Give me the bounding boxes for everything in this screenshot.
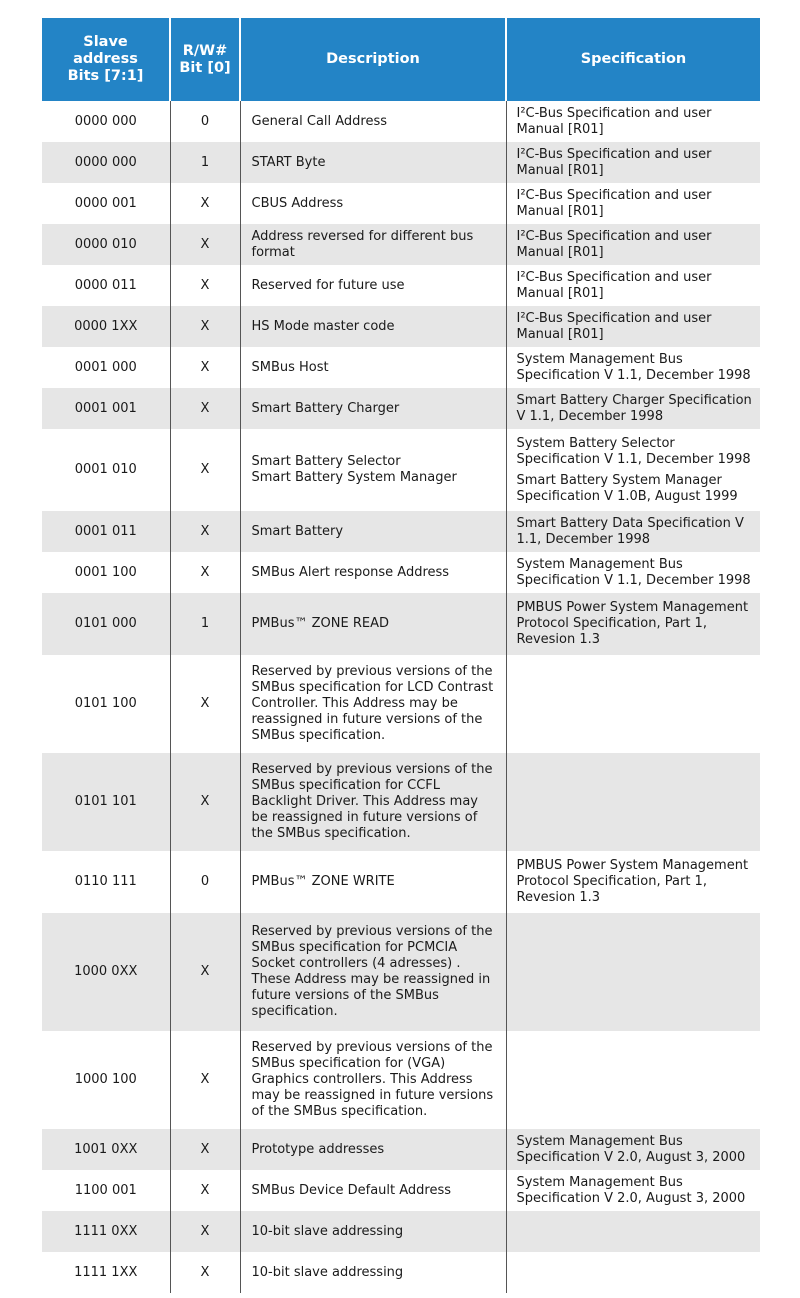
specification-cell	[506, 552, 760, 593]
table-row	[42, 655, 760, 753]
table-row	[42, 224, 760, 265]
specification-text: Smart Battery System Manager Specification V 1.0B, August 1999	[516, 472, 738, 504]
specification-cell	[506, 1211, 760, 1252]
table-row	[42, 1252, 760, 1293]
table-row	[42, 388, 760, 429]
specification-cell	[506, 429, 760, 511]
table-row	[42, 1129, 760, 1170]
slave-address-cell: 0000 011	[74, 277, 137, 293]
specification-text: System Management Bus Specification V 1.1, December 1998	[516, 556, 751, 588]
table-row	[42, 142, 760, 183]
rw-bit-cell: X	[170, 913, 240, 1031]
specification-cell	[506, 142, 760, 183]
rw-bit-cell: 0	[170, 851, 240, 913]
slave-address-cell: 0000 010	[42, 224, 170, 265]
specification-text: System Management Bus Specification V 2.0, August 3, 2000	[516, 1133, 746, 1165]
table-row	[42, 101, 760, 142]
rw-bit-cell: X	[170, 655, 240, 753]
specification-text: PMBUS Power System Management Protocol Specification, Part 1, Revesion 1.3	[516, 858, 749, 905]
description-cell: Reserved by previous versions of the SMBus specification for CCFL Backlight Driver. This Address may be reassigned in future versions of the SMBus specification.	[240, 753, 506, 851]
description-cell: SMBus Host	[240, 347, 506, 388]
specification-cell	[506, 265, 760, 306]
table-body	[42, 101, 760, 1293]
slave-address-cell: 0001 011	[42, 511, 170, 552]
rw-bit-cell: X	[170, 183, 240, 224]
specification-cell	[506, 101, 760, 142]
header-rw-bit: R/W# Bit [0]	[170, 18, 240, 101]
description-cell: Smart Battery Selector Smart Battery System Manager	[240, 429, 506, 511]
table-row	[42, 511, 760, 552]
header-specification: Specification	[506, 18, 760, 101]
description-cell: PMBus™ ZONE WRITE	[240, 851, 506, 913]
slave-address-cell: 0001 100	[74, 564, 137, 580]
specification-cell	[506, 224, 760, 265]
description-cell: START Byte	[240, 142, 506, 183]
slave-address-cell: 1000 0XX	[42, 913, 170, 1031]
rw-bit-cell: X	[170, 552, 240, 593]
table-row	[42, 913, 760, 1031]
description-cell: Reserved for future use	[240, 265, 506, 306]
rw-bit-cell: 1	[170, 593, 240, 655]
description-cell: Reserved by previous versions of the SMBus specification for PCMCIA Socket controllers (4 adresses) . These Address may be reassigned in future versions of the SMBus specification.	[240, 913, 506, 1031]
slave-address-cell: 0000 1XX	[42, 306, 170, 347]
description-cell: SMBus Alert response Address	[240, 552, 506, 593]
slave-address-cell: 0101 100	[74, 696, 137, 711]
specification-cell	[506, 851, 760, 913]
table-row	[42, 552, 760, 593]
slave-address-cell: 1001 0XX	[42, 1129, 170, 1170]
table-row	[42, 265, 760, 306]
specification-text: I²C-Bus Specification and user Manual [R01]	[516, 105, 712, 137]
slave-address-cell: 1111 0XX	[42, 1211, 170, 1252]
table-row	[42, 1211, 760, 1252]
description-cell: Reserved by previous versions of the SMBus specification for LCD Contrast Controller. This Address may be reassigned in future versions of the SMBus specification.	[240, 655, 506, 753]
table-row	[42, 306, 760, 347]
description-cell: CBUS Address	[240, 183, 506, 224]
slave-address-cell: 0101 000	[42, 593, 170, 655]
header-slave-address: Slave address Bits [7:1]	[42, 18, 170, 101]
slave-address-cell: 0000 001	[74, 195, 137, 211]
table-row	[42, 593, 760, 655]
specification-cell	[506, 1170, 760, 1211]
table-row	[42, 1031, 760, 1129]
description-cell: Address reversed for different bus format	[240, 224, 506, 265]
table-row	[42, 851, 760, 913]
description-cell: 10-bit slave addressing	[240, 1252, 506, 1293]
description-cell: Reserved by previous versions of the SMBus specification for (VGA) Graphics controllers. This Address may be reassigned in future versions of the SMBus specification.	[240, 1031, 506, 1129]
slave-address-cell: 0110 111	[74, 874, 137, 889]
specification-cell	[506, 306, 760, 347]
slave-address-cell: 1100 001	[74, 1182, 137, 1198]
specification-cell	[506, 388, 760, 429]
rw-bit-cell: X	[170, 306, 240, 347]
specification-text: Smart Battery Charger Specification V 1.1, December 1998	[516, 392, 752, 424]
description-cell: Smart Battery	[240, 511, 506, 552]
description-cell: Prototype addresses	[240, 1129, 506, 1170]
rw-bit-cell: X	[170, 1031, 240, 1129]
slave-address-cell: 0101 101	[42, 753, 170, 851]
specification-text: System Management Bus Specification V 2.0, August 3, 2000	[516, 1174, 746, 1206]
rw-bit-cell: X	[170, 429, 240, 511]
slave-address-cell: 0001 001	[42, 388, 170, 429]
table-header	[42, 18, 760, 101]
specification-text: I²C-Bus Specification and user Manual [R01]	[516, 310, 712, 342]
rw-bit-cell: 1	[170, 142, 240, 183]
specification-cell	[506, 753, 760, 851]
description-cell: Smart Battery Charger	[240, 388, 506, 429]
description-cell: General Call Address	[240, 101, 506, 142]
rw-bit-cell: X	[170, 753, 240, 851]
specification-cell	[506, 511, 760, 552]
smbus-address-table	[42, 18, 760, 1293]
rw-bit-cell: 0	[170, 101, 240, 142]
rw-bit-cell: X	[170, 1252, 240, 1293]
rw-bit-cell: X	[170, 511, 240, 552]
rw-bit-cell: X	[170, 224, 240, 265]
specification-text: I²C-Bus Specification and user Manual [R01]	[516, 146, 712, 178]
specification-text: PMBUS Power System Management Protocol Specification, Part 1, Revesion 1.3	[516, 600, 749, 647]
slave-address-cell: 0000 000	[74, 113, 137, 129]
specification-cell	[506, 183, 760, 224]
table-row	[42, 183, 760, 224]
description-cell: SMBus Device Default Address	[240, 1170, 506, 1211]
description-cell: 10-bit slave addressing	[240, 1211, 506, 1252]
description-cell: HS Mode master code	[240, 306, 506, 347]
table-row	[42, 753, 760, 851]
table-row	[42, 1170, 760, 1211]
table-row	[42, 347, 760, 388]
specification-text: System Management Bus Specification V 1.1, December 1998	[516, 351, 751, 383]
specification-cell	[506, 593, 760, 655]
slave-address-cell: 1000 100	[74, 1072, 137, 1087]
specification-text: I²C-Bus Specification and user Manual [R01]	[516, 269, 712, 301]
slave-address-cell: 0000 000	[42, 142, 170, 183]
table-row	[42, 429, 760, 511]
specification-text: I²C-Bus Specification and user Manual [R01]	[516, 187, 712, 219]
specification-cell	[506, 1031, 760, 1129]
specification-cell	[506, 1252, 760, 1293]
description-cell: PMBus™ ZONE READ	[240, 593, 506, 655]
specification-cell	[506, 913, 760, 1031]
slave-address-cell: 0001 000	[74, 359, 137, 375]
header-description: Description	[240, 18, 506, 101]
specification-cell	[506, 347, 760, 388]
rw-bit-cell: X	[170, 1129, 240, 1170]
rw-bit-cell: X	[170, 1211, 240, 1252]
header-row	[42, 18, 760, 101]
specification-text: Smart Battery Data Specification V 1.1, December 1998	[516, 515, 744, 547]
slave-address-cell: 1111 1XX	[74, 1264, 138, 1280]
specification-cell	[506, 655, 760, 753]
specification-text: System Battery Selector Specification V 1.1, December 1998	[516, 435, 751, 467]
specification-cell	[506, 1129, 760, 1170]
rw-bit-cell: X	[170, 347, 240, 388]
slave-address-cell: 0001 010	[74, 462, 137, 477]
specification-text: I²C-Bus Specification and user Manual [R01]	[516, 228, 712, 260]
rw-bit-cell: X	[170, 265, 240, 306]
rw-bit-cell: X	[170, 388, 240, 429]
rw-bit-cell: X	[170, 1170, 240, 1211]
